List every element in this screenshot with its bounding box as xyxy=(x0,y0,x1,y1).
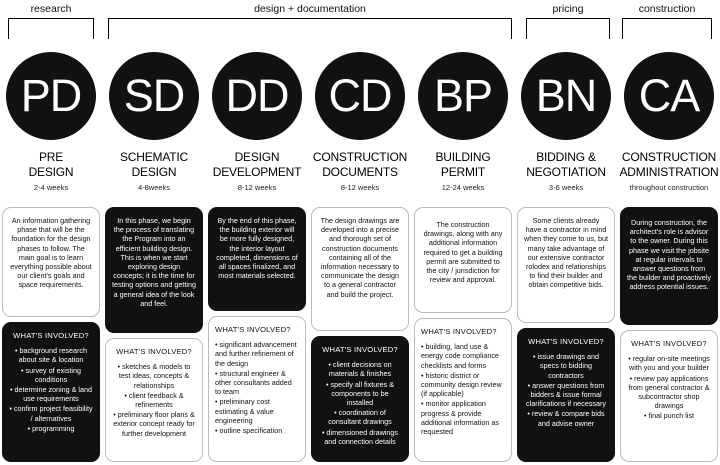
phase-description: During construction, the architect's role is advisor to the owner. During this phase we visit the jobsite at regular intervals to answer questions from the builder and proactively address potential issues. xyxy=(620,207,718,325)
list-item: • client decisions on materials & finishes xyxy=(328,360,392,379)
involved-list xyxy=(524,352,608,428)
phase-description: Some clients already have a contractor in mind when they come to us, but many take advantage of our extensive contractor rolodex and relationships to find their builder and obtain competitive bids. xyxy=(517,207,615,323)
group-label-pricing: pricing xyxy=(552,3,584,15)
involved-list xyxy=(9,346,93,433)
phase-title: CONSTRUCTION DOCUMENTS xyxy=(312,150,408,179)
phase-title: PRE DESIGN xyxy=(28,150,74,179)
phase-circle-sd: SD xyxy=(109,52,199,140)
involved-box xyxy=(2,322,100,462)
phase-title: BUILDING PERMIT xyxy=(435,150,491,179)
list-item: • significant advancement and further refinement of the design xyxy=(215,340,297,368)
involved-header: WHAT'S INVOLVED? xyxy=(421,327,497,336)
list-item: • programming xyxy=(27,423,75,433)
list-item: • review & compare bids and advise owner xyxy=(527,409,605,428)
list-item: • historic district or community design review (if applicable) xyxy=(421,370,502,399)
list-item: • background research about site & location xyxy=(14,346,88,365)
involved-header: WHAT'S INVOLVED? xyxy=(13,331,89,340)
phase-circle-cd: CD xyxy=(315,52,405,140)
phase-title: DESIGN DEVELOPMENT xyxy=(212,150,302,179)
phase-description: An information gathering phase that will be the foundation for the design phases to follow. The main goal is to learn everything possible about our client's goals and space requirements. xyxy=(2,207,100,317)
involved-box xyxy=(517,328,615,462)
phase-circle-pd: PD xyxy=(6,52,96,140)
bracket-research xyxy=(8,18,94,39)
phase-description: The construction drawings, along with any additional information required to get a building permit are submitted to the city / jurisdiction for review and approval. xyxy=(414,207,512,313)
list-item: • client feedback & refinements xyxy=(124,390,184,410)
phase-duration: 8-12 weeks xyxy=(340,183,380,192)
involved-box xyxy=(414,318,512,462)
list-item: • sketches & models to test ideas, concepts & relationships xyxy=(117,362,191,390)
involved-box xyxy=(208,316,306,462)
phase-duration: throughout construction xyxy=(629,183,709,192)
list-item: • survey of existing conditions xyxy=(20,365,82,384)
phase-description: The design drawings are developed into a precise and thorough set of construction documents containing all of the information necessary to communicate the design to a general contractor and build the project. xyxy=(311,207,409,331)
phase-duration: 4-8weeks xyxy=(137,183,171,192)
phase-circle-bn: BN xyxy=(521,52,611,140)
group-label-research: research xyxy=(30,3,72,15)
list-item: • regular on-site meetings with you and your builder xyxy=(628,354,710,373)
phase-description: In this phase, we begin the process of translating the Program into an efficient building design. This is when we start exploring design concepts; it is the time for testing options and getting a general idea of the look and feel. xyxy=(105,207,203,333)
involved-list xyxy=(215,340,299,435)
phase-duration: 2-4 weeks xyxy=(33,183,69,192)
list-item: • structural engineer & other consultants added to team xyxy=(215,368,292,397)
phase-title: BIDDING & NEGOTIATION xyxy=(526,150,606,179)
list-item: • determine zoning & land use requirements xyxy=(9,385,93,404)
phase-title: SCHEMATIC DESIGN xyxy=(120,150,188,179)
list-item: • specify all fixtures & components to be installed xyxy=(325,379,395,408)
phase-circle-ca: CA xyxy=(624,52,714,140)
list-item: • coordination of consultant drawings xyxy=(328,408,392,427)
involved-header: WHAT'S INVOLVED? xyxy=(215,325,291,334)
group-label-construction: construction xyxy=(638,3,696,15)
phase-duration: 8-12 weeks xyxy=(237,183,277,192)
phase-title: CONSTRUCTION ADMINISTRATION xyxy=(619,150,719,179)
phase-duration: 3-6 weeks xyxy=(548,183,584,192)
group-label-design-documentation: design + documentation xyxy=(254,3,366,15)
involved-box xyxy=(620,330,718,462)
list-item: • monitor application progress & provide additional information as requested xyxy=(421,399,499,437)
list-item: • building, land use & energy code compliance checklists and forms xyxy=(421,342,499,370)
involved-header: WHAT'S INVOLVED? xyxy=(631,339,707,348)
involved-list xyxy=(627,354,711,420)
list-item: • preliminary floor plans & exterior concept ready for further development xyxy=(113,410,195,438)
list-item: • confirm project feasibility / alternatives xyxy=(9,404,93,423)
involved-box xyxy=(311,336,409,462)
list-item: • answer questions from bidders & issue formal clarifications if necessary xyxy=(526,380,606,409)
list-item: • outline specification xyxy=(215,426,283,436)
phase-description: By the end of this phase, the building exterior will be more fully designed, the interior layout completed, dimensions of all spaces finalized, and most materials selected. xyxy=(208,207,306,311)
bracket-construction xyxy=(622,18,712,39)
bracket-design-documentation xyxy=(108,18,512,39)
involved-list xyxy=(112,362,196,438)
phase-duration: 12-24 weeks xyxy=(441,183,485,192)
involved-list xyxy=(318,360,402,446)
involved-header: WHAT'S INVOLVED? xyxy=(322,345,398,354)
phase-circle-dd: DD xyxy=(212,52,302,140)
list-item: • review pay applications from general contractor & subcontractor shop drawings xyxy=(628,373,710,411)
involved-header: WHAT'S INVOLVED? xyxy=(528,337,604,346)
list-item: • final punch list xyxy=(643,411,695,421)
phase-circle-bp: BP xyxy=(418,52,508,140)
involved-header: WHAT'S INVOLVED? xyxy=(116,347,192,356)
list-item: • issue drawings and specs to bidding contractors xyxy=(532,352,600,380)
involved-list xyxy=(421,342,505,436)
involved-box xyxy=(105,338,203,462)
list-item: • preliminary cost estimating & value engineering xyxy=(215,397,274,425)
list-item: • dimensioned drawings and connection details xyxy=(321,427,399,446)
bracket-pricing xyxy=(526,18,610,39)
